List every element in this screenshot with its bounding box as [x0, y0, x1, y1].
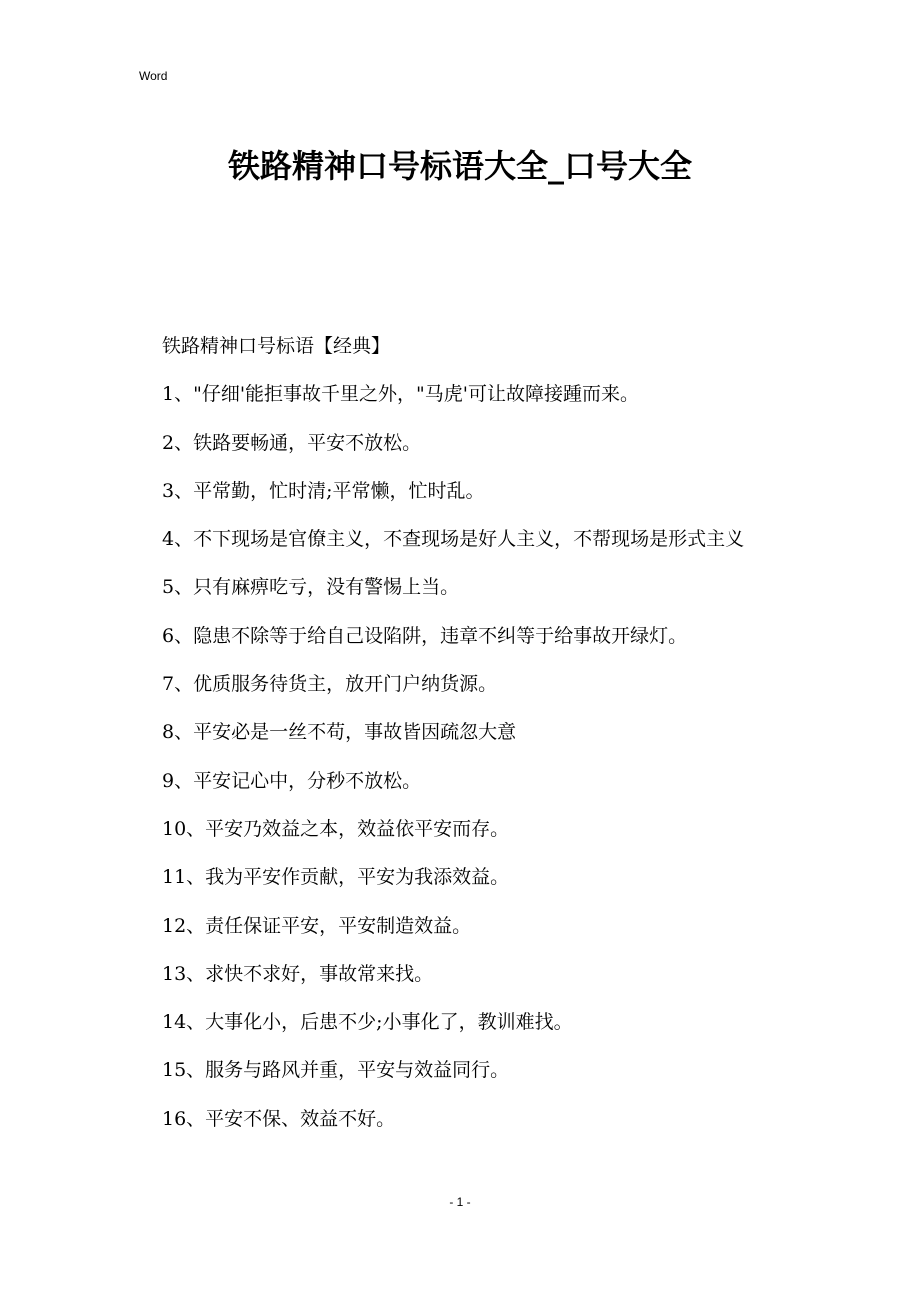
slogan-item: 5、只有麻痹吃亏，没有警惕上当。 — [162, 576, 460, 599]
slogan-item: 15、服务与路风并重，平安与效益同行。 — [162, 1059, 510, 1082]
slogan-item: 7、优质服务待货主，放开门户纳货源。 — [162, 673, 498, 696]
slogan-item: 11、我为平安作贡献，平安为我添效益。 — [162, 866, 510, 889]
slogan-item: 6、隐患不除等于给自己设陷阱，违章不纠等于给事故开绿灯。 — [162, 624, 688, 647]
slogan-item: 16、平安不保、效益不好。 — [162, 1107, 396, 1130]
section-heading: 铁路精神口号标语【经典】 — [162, 335, 391, 357]
document-title: 铁路精神口号标语大全_口号大全 — [227, 147, 692, 185]
header-label: Word — [139, 69, 168, 83]
slogan-item: 10、平安乃效益之本，效益依平安而存。 — [162, 817, 510, 840]
slogan-item: 12、责任保证平安，平安制造效益。 — [162, 914, 472, 937]
slogan-item: 13、求快不求好，事故常来找。 — [162, 962, 434, 985]
slogan-item: 1、"仔细'能拒事故千里之外，"马虎'可让故障接踵而来。 — [162, 383, 640, 406]
slogan-item: 9、平安记心中，分秒不放松。 — [162, 769, 422, 792]
slogan-item: 8、平安必是一丝不苟，事故皆因疏忽大意 — [162, 721, 517, 744]
slogan-item: 14、大事化小，后患不少;小事化了，教训难找。 — [162, 1011, 573, 1034]
slogan-item: 2、铁路要畅通，平安不放松。 — [162, 431, 422, 454]
slogan-item: 4、不下现场是官僚主义，不查现场是好人主义，不帮现场是形式主义 — [162, 528, 745, 551]
slogan-item: 3、平常勤，忙时清;平常懒，忙时乱。 — [162, 479, 485, 502]
document-body — [139, 322, 784, 1143]
page-number: - 1 - — [449, 1195, 471, 1209]
